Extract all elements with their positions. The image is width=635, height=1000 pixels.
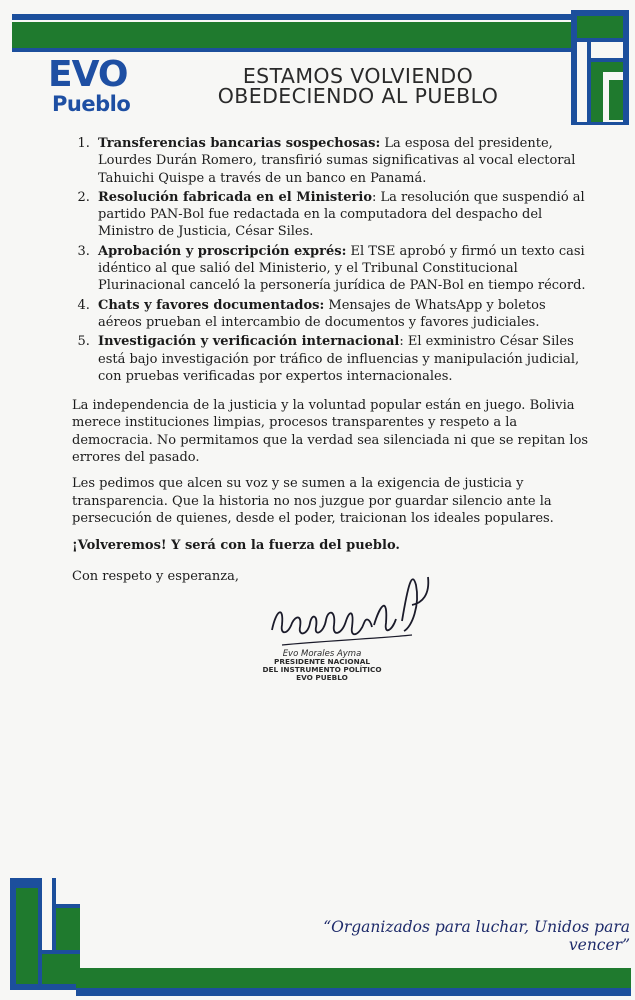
list-item-text: Mensajes de WhatsApp y boletos aéreos prueban el intercambio de documentos y favores judiciales. [98,297,546,330]
evidence-list [72,135,592,385]
paragraph-justice: La independencia de la justicia y la voluntad popular están en juego. Bolivia merece instituciones limpias, procesos transparentes y respeto a la democracia. No permitamos que la verdad sea silenciada ni que se repitan los errores del pasado. [72,398,589,466]
header-blue-stripe-lower [12,48,572,52]
list-item-text: : La resolución que suspendió al partido PAN-Bol fue redactada en la computadora del despacho del Ministro de Justicia, César Siles. [98,189,585,240]
list-item-lead: Resolución fabricada en el Ministerio [98,189,372,205]
signatory-title-line1: PRESIDENTE NACIONAL [273,657,370,666]
list-item-lead: Aprobación y proscripción exprés: [98,243,347,259]
headline [168,66,548,106]
footer-green-band [76,968,631,988]
footer-blue-stripe [76,988,631,996]
list-item [94,333,592,385]
header-green-band [12,22,578,48]
logo-pueblo-text: Pueblo [52,92,131,116]
list-item-text: : El exministro César Siles está bajo investigación por tráfico de influencias y manipulación judicial, con pruebas verificadas por expertos internacionales. [98,334,580,384]
header-blue-stripe [12,14,578,20]
header-corner-pattern [571,10,629,125]
list-item-text: La esposa del presidente, Lourdes Durán Romero, transfirió sumas significativas al vocal electoral Tahuichi Quispe a través de un banco en Panamá. [98,136,576,186]
footer-motto: “Organizados para luchar, Unidos para vencer” [323,918,630,954]
letter-body [72,135,592,585]
list-item [94,189,592,241]
paragraph-call: Les pedimos que alcen su voz y se sumen a la exigencia de justicia y transparencia. Que la historia no nos juzgue por guardar silencio ante la persecución de quienes, desde el poder, traicionan los ideales populares. [72,476,554,526]
signatory-name: Evo Morales Ayma [282,649,362,659]
regards-line: Con respeto y esperanza, [72,568,239,584]
signatory-title-line2: DEL INSTRUMENTO POLÍTICO [262,665,382,674]
list-item [94,243,592,295]
list-item-lead: Chats y favores documentados: [98,297,325,313]
logo-evo-text: EVO [48,54,128,95]
headline-line1: ESTAMOS VOLVIENDO [242,64,474,88]
signatory-stamp [262,650,382,682]
list-item-lead: Transferencias bancarias sospechosas: [98,136,381,151]
list-item [94,297,592,332]
signatory-title-line3: EVO PUEBLO [296,673,348,682]
handwritten-signature-image [262,565,462,655]
footer-corner-pattern [10,878,80,990]
list-item [94,135,592,187]
closing-slogan: ¡Volveremos! Y será con la fuerza del pueblo. [72,538,400,554]
headline-line2: OBEDECIENDO AL PUEBLO [217,84,499,108]
evo-pueblo-logo [46,54,146,120]
list-item-lead: Investigación y verificación internacional [98,334,400,350]
list-item-text: El TSE aprobó y firmó un texto casi idéntico al que salió del Ministerio, y el Tribunal Constitucional Plurinacional canceló la personería jurídica de PAN-Bol en tiempo récord. [98,243,586,294]
